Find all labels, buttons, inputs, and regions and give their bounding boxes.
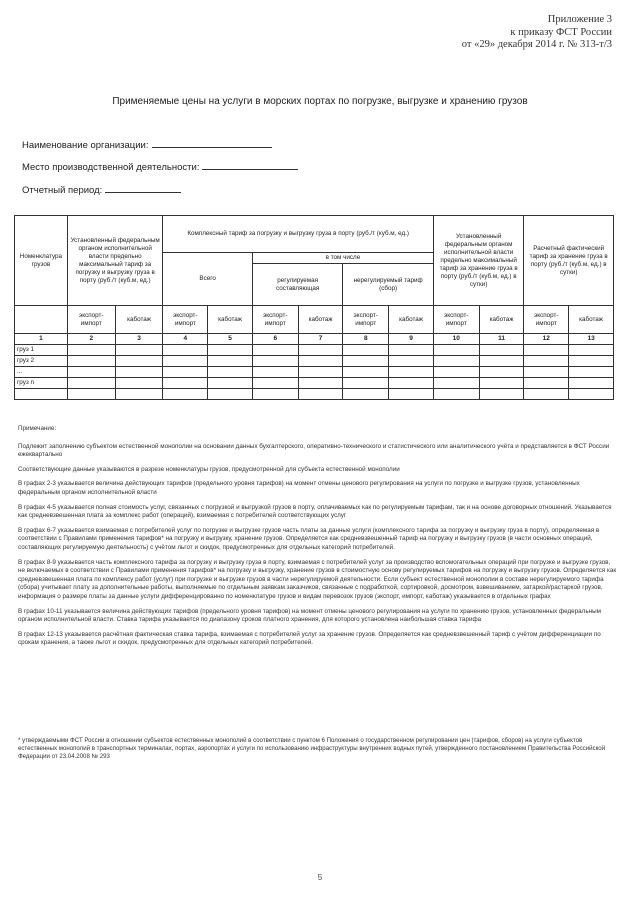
- column-number: 9: [389, 334, 434, 345]
- period-blank: [105, 183, 181, 193]
- org-name-label: Наименование организации:: [22, 140, 149, 151]
- note-paragraph: Соответствующие данные указываются в разрезе номенклатуры грузов, предусмотренной для субъекта естественной монополии: [18, 465, 400, 473]
- column-number: 13: [569, 334, 614, 345]
- subheader-empty: [15, 306, 68, 334]
- note-paragraph: В графах 8-9 указывается часть комплексного тарифа за погрузку и выгрузку груза в порту, взимаемая с потребителей услуг за производство вспомогательных операций при погрузке и выгрузке грузов, не включаемых в соответствии с Правилами применения тарифов* на погрузку и выгрузку, хранение грузов в стоимостную основу регулируемых тарифов на погрузку и выгрузку грузов. Определяется как средневзвешенная плата по комплексу работ (услуг) при погрузке и выгрузке грузов в части нерегулируемой деятельности. Если субъект естественной монополии в составе нерегулируемого тарифа (сбора) учитывает плату за дополнительные работы, выполняемые по отдельным заявкам заказчиков, связанные с подработкой, сортировкой, досмотром, взвешиванием, затаркой/растаркой грузов, информация о размере платы за данные услуги дифференцированно по номенклатуре грузов и видам перевозок грузов (экспорт, импорт, каботаж) указывается в отдельных графах: [18, 558, 617, 600]
- org-name-blank: [152, 138, 272, 148]
- header-date-line: от «29» декабря 2014 г. № 313-т/3: [461, 39, 612, 50]
- note-paragraph: В графах 10-11 указывается величина действующих тарифов (предельного уровня тарифов) на момент отмены ценового регулирования на услуги по хранению грузов, установленных федеральным органом исполнительной власти. Ставка тарифа указывается по диапазону сроков платного хранения, для которого установлена наибольшая ставка тарифа: [18, 607, 601, 624]
- header-total: Всего: [163, 253, 252, 306]
- subheader-cabotage: каботаж: [479, 306, 524, 334]
- column-number-row: [15, 334, 614, 345]
- row-label: груз 2: [15, 356, 68, 367]
- header-nomenclature: Номенклатура грузов: [15, 216, 68, 306]
- subheader-export: экспорт-импорт: [343, 306, 389, 334]
- row-label: ...: [15, 367, 68, 378]
- column-number: 8: [343, 334, 389, 345]
- subheader-export: экспорт-импорт: [433, 306, 479, 334]
- table-row: [15, 378, 614, 389]
- notes-section: [18, 425, 618, 654]
- subheader-row: [15, 306, 614, 334]
- subheader-cabotage: каботаж: [569, 306, 614, 334]
- org-name-field: [22, 138, 272, 151]
- table-row: [15, 389, 614, 400]
- footnote: * утверждаемыми ФСТ России в отношении субъектов естественных монополий в соответствии с пунктом 6 Положения о государственном регулировании цен (тарифов, сборов) на услуги субъектов естественных монополий в транспортных терминалах, портах, аэропортах и услуги по использованию инфраструктуры внутренних водных путей, утвержденного постановлением Правительства Российской Федерации от 23.04.2008 № 293: [18, 737, 606, 761]
- subheader-cabotage: каботаж: [389, 306, 434, 334]
- subheader-cabotage: каботаж: [208, 306, 253, 334]
- document-header: [392, 14, 612, 52]
- subheader-cabotage: каботаж: [115, 306, 163, 334]
- row-label: [15, 389, 68, 400]
- table-row: [15, 345, 614, 356]
- header-set-tariff-storage: Установленный федеральным органом исполнительной власти предельно максимальный тариф за хранение груза в порту (руб./т (куб.м, ед.) в сутки): [433, 216, 524, 306]
- row-label: груз n: [15, 378, 68, 389]
- period-label: Отчетный период:: [22, 185, 103, 196]
- subheader-cabotage: каботаж: [298, 306, 343, 334]
- header-order-line: к приказу ФСТ России: [510, 26, 612, 38]
- header-set-tariff-loading: Установленный федеральным органом исполнительной власти предельно максимальный тариф за погрузку и выгрузку груза в порту (руб./т (куб.м, ед.): [67, 216, 163, 306]
- tariff-table: [14, 215, 614, 400]
- place-blank: [202, 160, 298, 170]
- subheader-export: экспорт-импорт: [67, 306, 115, 334]
- column-number: 1: [15, 334, 68, 345]
- header-calc-rate: Расчетный фактический тариф за хранение груза в порту (руб./т (куб.м, ед.) в сутки): [524, 216, 614, 306]
- note-paragraph: В графах 4-5 указывается полная стоимость услуг, связанных с погрузкой и выгрузкой грузов в порту, оплачиваемых как по регулируемым тарифам, так и на основе договорных отношений. Указывается как средневзвешенная плата за комплекс работ (операций), взимаемая с потребителей соответствующих услуг: [18, 503, 612, 520]
- column-number: 12: [524, 334, 569, 345]
- period-field: [22, 183, 181, 196]
- column-number: 4: [163, 334, 208, 345]
- place-field: [22, 160, 298, 173]
- notes-heading: Примечание:: [18, 425, 57, 432]
- page-number: 5: [317, 873, 323, 882]
- column-number: 2: [67, 334, 115, 345]
- header-regulated: регулируемая составляющая: [252, 264, 342, 306]
- place-label: Место производственной деятельности:: [22, 162, 200, 173]
- note-paragraph: В графах 12-13 указывается расчётная фактическая ставка тарифа, взимаемая с потребителей услуг за хранение грузов. Определяется как средневзвешенный тариф с учётом дифференциации по срокам хранения, а также льгот и скидок, предусмотренных для отдельных категорий потребителей.: [18, 630, 601, 647]
- column-number: 5: [208, 334, 253, 345]
- column-number: 3: [115, 334, 163, 345]
- subheader-export: экспорт-импорт: [252, 306, 298, 334]
- column-number: 6: [252, 334, 298, 345]
- header-including: в том числе: [252, 253, 433, 264]
- column-number: 11: [479, 334, 524, 345]
- subheader-export: экспорт-импорт: [163, 306, 208, 334]
- table-row: [15, 367, 614, 378]
- column-number: 10: [433, 334, 479, 345]
- note-paragraph: Подлежит заполнению субъектом естественной монополии на основании данных бухгалтерского, оперативно-технического и статистического или аналитического учёта и представляется в ФСТ России ежеквартально: [18, 442, 610, 459]
- header-annex-line: Приложение 3: [547, 14, 612, 25]
- column-number: 7: [298, 334, 343, 345]
- header-unregulated: нерегулируемый тариф (сбор): [343, 264, 434, 306]
- row-label: груз 1: [15, 345, 68, 356]
- document-title: Применяемые цены на услуги в морских портах по погрузке, выгрузке и хранению грузов: [112, 96, 528, 107]
- header-complex-tariff: Комплексный тариф за погрузку и выгрузку груза в порту (руб./т (куб.м, ед.): [163, 216, 433, 253]
- note-paragraph: В графах 6-7 указывается взимаемая с потребителей услуг по погрузке и выгрузке грузов часть платы за данные услуги (комплексного тарифа за погрузку и выгрузку груза в порту), определяемая в соответствии с Правилами применения тарифов* на погрузку и выгрузку, хранение грузов. Определяется как средневзвешенный тариф на погрузку и выгрузку грузов (в части основных операций, составляющих регулируемую деятельность) с учётом льгот и скидок, предусмотренных для отдельных категорий потребителей.: [18, 526, 600, 551]
- subheader-export: экспорт-импорт: [524, 306, 569, 334]
- table-row: [15, 356, 614, 367]
- note-paragraph: В графах 2-3 указывается величина действующих тарифов (предельного уровня тарифов) на момент отмены ценового регулирования на услуги по погрузке и выгрузке грузов, установленных федеральным органом исполнительной власти: [18, 480, 580, 496]
